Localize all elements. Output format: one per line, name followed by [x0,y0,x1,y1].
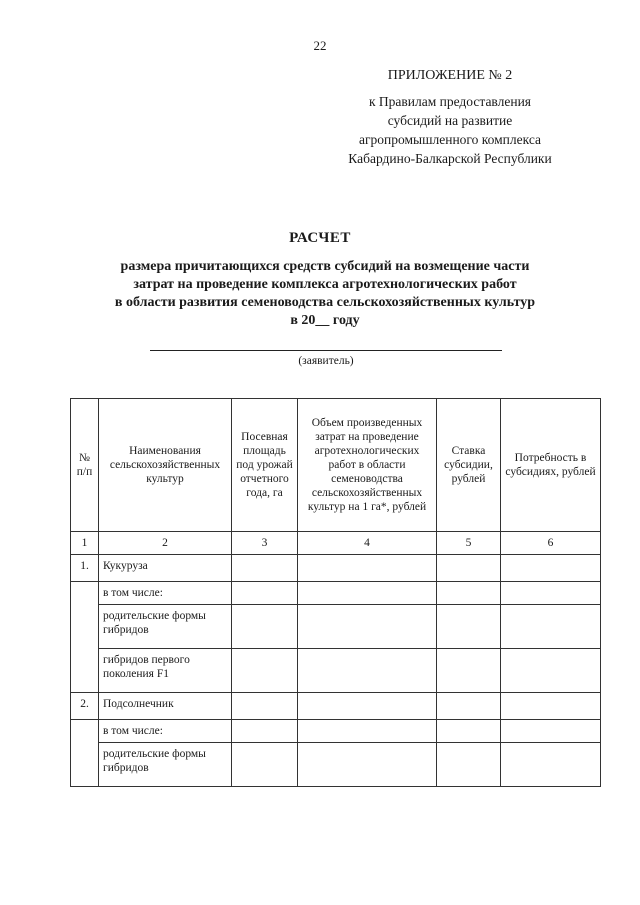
sown-area-cell[interactable] [232,693,298,720]
column-index-row [71,532,601,555]
crop-name: в том числе: [99,720,232,743]
need-cell[interactable] [501,743,601,787]
crop-name: Подсолнечник [99,693,232,720]
appendix-block [300,66,600,168]
table-row [71,582,601,605]
costs-cell[interactable] [298,743,437,787]
crop-name: родительские формы гибридов [99,605,232,649]
column-index: 3 [232,532,298,555]
subtitle-line: затрат на проведение комплекса агротехнологических работ [133,277,517,292]
row-number: 2. [71,693,99,720]
need-cell[interactable] [501,693,601,720]
need-cell[interactable] [501,582,601,605]
header-subsidy-rate: Ставка субсидии, рублей [437,399,501,532]
column-index: 1 [71,532,99,555]
header-number: № п/п [71,399,99,532]
document-title: РАСЧЕТ [289,230,351,246]
costs-cell[interactable] [298,582,437,605]
row-number [71,582,99,693]
rate-cell[interactable] [437,605,501,649]
rate-cell[interactable] [437,720,501,743]
crop-name: в том числе: [99,582,232,605]
need-cell[interactable] [501,605,601,649]
appendix-line: к Правилам предоставления [368,94,532,109]
need-cell[interactable] [501,649,601,693]
costs-cell[interactable] [298,693,437,720]
need-cell[interactable] [501,555,601,582]
sown-area-cell[interactable] [232,743,298,787]
column-index: 5 [437,532,501,555]
crop-name: Кукуруза [99,555,232,582]
rate-cell[interactable] [437,693,501,720]
header-sown-area: Посевная площадь под урожай отчетного года, га [232,399,298,532]
sown-area-cell[interactable] [232,582,298,605]
header-subsidy-need: Потребность в субсидиях, рублей [501,399,601,532]
sown-area-cell[interactable] [232,555,298,582]
crop-name: гибридов первого поколения F1 [99,649,232,693]
costs-cell[interactable] [298,720,437,743]
header-row [71,399,601,532]
applicant-caption: (заявитель) [298,355,354,367]
table-row [71,649,601,693]
table-row [71,605,601,649]
appendix-line: субсидий на развитие [387,113,513,128]
table-row [71,555,601,582]
subtitle-line: размера причитающихся средств субсидий на возмещение части [120,259,530,274]
page-number: 22 [313,38,327,53]
sown-area-cell[interactable] [232,605,298,649]
row-number [71,720,99,787]
column-index: 6 [501,532,601,555]
applicant-signature-line [150,350,502,351]
rate-cell[interactable] [437,555,501,582]
column-index: 4 [298,532,437,555]
crop-name: родительские формы гибридов [99,743,232,787]
costs-cell[interactable] [298,555,437,582]
table-row [71,743,601,787]
costs-cell[interactable] [298,649,437,693]
document-subtitle [40,258,610,330]
subtitle-line: в 20__ году [290,313,360,328]
need-cell[interactable] [501,720,601,743]
sown-area-cell[interactable] [232,720,298,743]
subsidy-calculation-table [70,398,601,787]
appendix-line: агропромышленного комплекса [359,132,541,147]
rate-cell[interactable] [437,743,501,787]
appendix-title: ПРИЛОЖЕНИЕ № 2 [387,68,513,83]
table-row [71,720,601,743]
header-costs: Объем произведенных затрат на проведение агротехнологических работ в области семеноводства сельскохозяйственных культур на 1 га*, рублей [298,399,437,532]
rate-cell[interactable] [437,582,501,605]
sown-area-cell[interactable] [232,649,298,693]
header-crop-name: Наименования сельскохозяйственных культур [99,399,232,532]
row-number: 1. [71,555,99,582]
appendix-line: Кабардино-Балкарской Республики [348,151,552,166]
costs-cell[interactable] [298,605,437,649]
subtitle-line: в области развития семеноводства сельскохозяйственных культур [114,295,536,310]
rate-cell[interactable] [437,649,501,693]
column-index: 2 [99,532,232,555]
table-row [71,693,601,720]
